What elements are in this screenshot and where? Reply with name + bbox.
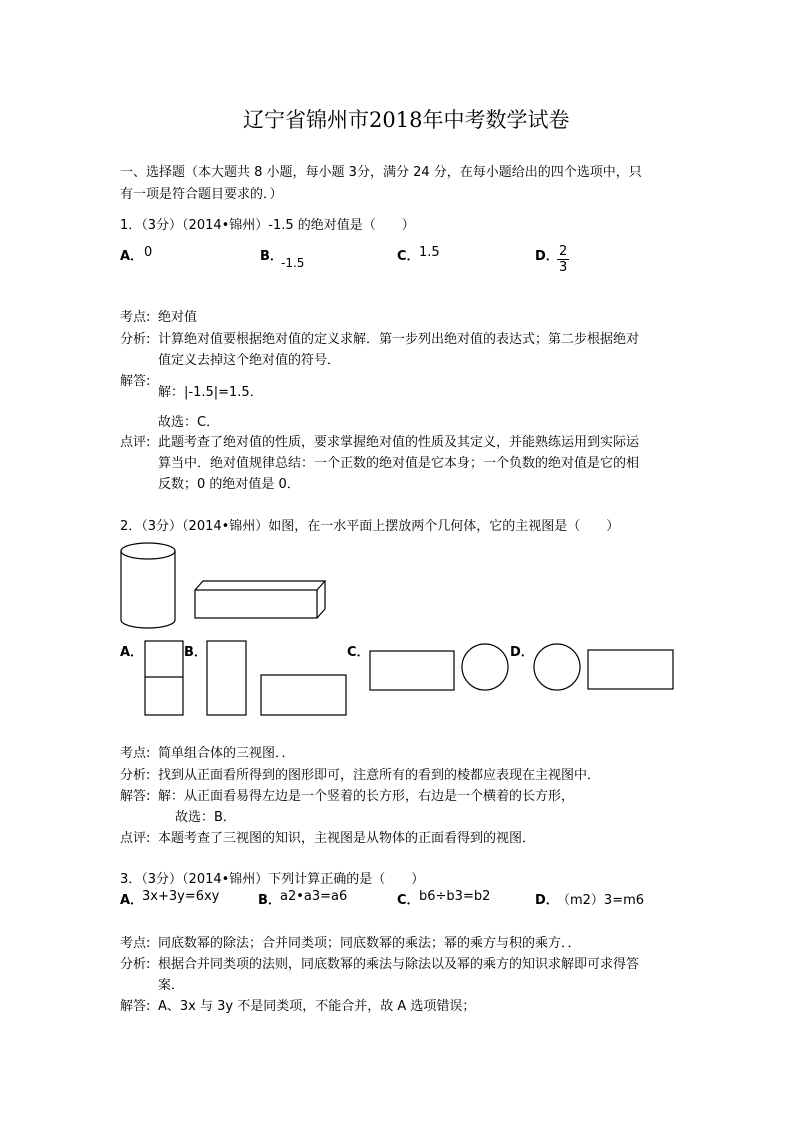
q2-option-c-label: C． [347,645,370,660]
q2-fenxi-label: 分析: [120,768,151,783]
q3-option-a-label: A． [120,893,144,908]
q2-jieda-line2: 故选：B． [175,810,236,825]
q1-dianping-line2: 算当中．绝对值规律总结：一个正数的绝对值是它本身；一个负数的绝对值是它的相 [158,456,640,471]
q3-option-a-text: 3x+3y=6xy [142,889,220,904]
option-d-figure [534,644,673,690]
q1-option-b-text: -1.5 [281,256,305,270]
q1-option-d-label: D． [535,249,559,264]
cuboid-figure [195,581,325,618]
q2-dianping-label: 点评: [120,831,151,846]
q1-fenxi-label: 分析: [120,332,151,347]
section-header-line2: 有一项是符合题目要求的．） [120,187,283,202]
q1-kaodian: 绝对值 [158,310,198,325]
q1-jieda-line1: 解：|-1.5|=1.5． [158,385,263,400]
q2-fenxi: 找到从正面看所得到的图形即可，注意所有的看到的棱都应表现在主视图中． [158,768,601,783]
cylinder-figure [121,543,175,628]
q3-jieda-label: 解答: [120,999,151,1014]
q3-stem: 3．（3分）（2014•锦州）下列计算正确的是（ ） [120,872,425,887]
q2-jieda-label: 解答: [120,789,151,804]
q3-fenxi-label: 分析: [120,957,151,972]
q2-option-d-label: D． [510,645,534,660]
option-b-figure [207,641,346,715]
q1-fenxi-line2: 值定义去掉这个绝对值的符号． [158,353,341,368]
q1-dianping-line1: 此题考查了绝对值的性质，要求掌握绝对值的性质及其定义，并能熟练运用到实际运 [158,435,640,450]
q2-dianping: 本题考查了三视图的知识，主视图是从物体的正面看得到的视图． [158,831,536,846]
q2-kaodian: 简单组合体的三视图．． [158,746,295,761]
q3-option-b-label: B． [258,893,281,908]
q1-dianping-label: 点评: [120,435,151,450]
q3-fenxi-line1: 根据合并同类项的法则，同底数幂的乘法与除法以及幂的乘方的知识求解即可求得答 [158,957,640,972]
q2-kaodian-label: 考点: [120,746,151,761]
page-title: 辽宁省锦州市2018年中考数学试卷 [243,108,570,132]
q1-jieda-label: 解答: [120,374,151,389]
q2-jieda-line1: 解：从正面看易得左边是一个竖着的长方形，右边是一个横着的长方形， [158,789,575,804]
q3-option-d-label: D． [535,893,559,908]
q1-jieda-line2: 故选：C． [158,415,220,430]
q1-dianping-line3: 反数；0 的绝对值是 0． [158,477,300,492]
option-c-figure [370,644,508,690]
q1-stem: 1．（3分）（2014•锦州）-1.5 的绝对值是（ ） [120,218,415,233]
q3-option-d-text: （m2）3=m6 [557,893,645,908]
option-a-figure [145,641,183,715]
q1-option-b-label: B． [260,249,283,264]
q3-fenxi-line2: 案． [158,978,185,993]
q1-option-a-label: A． [120,249,144,264]
q1-option-c-text: 1.5 [419,245,440,260]
q1-fenxi-line1: 计算绝对值要根据绝对值的定义求解．第一步列出绝对值的表达式；第二步根据绝对 [158,332,640,347]
q2-option-b-label: B． [184,645,207,660]
q2-option-a-label: A． [120,645,144,660]
q3-kaodian-label: 考点: [120,936,151,951]
fraction-denominator: 3 [559,260,568,275]
section-header-line1: 一、选择题（本大题共 8 小题，每小题 3分，满分 24 分，在每小题给出的四个选项中，只 [120,165,642,180]
q1-kaodian-label: 考点: [120,310,151,325]
q3-jieda-line1: A、3x 与 3y 不是同类项，不能合并，故 A 选项错误； [158,999,476,1014]
q1-option-a-text: 0 [144,245,153,260]
fraction-numerator: 2 [559,244,568,259]
q3-option-c-text: b6÷b3=b2 [419,889,491,904]
q2-stem: 2．（3分）（2014•锦州）如图，在一水平面上摆放两个几何体，它的主视图是（ ） [120,519,620,534]
q3-kaodian: 同底数幂的除法；合并同类项；同底数幂的乘法；幂的乘方与积的乘方．． [158,936,581,951]
q1-option-c-label: C． [397,249,420,264]
q3-option-b-text: a2•a3=a6 [280,889,348,904]
q3-option-c-label: C． [397,893,420,908]
